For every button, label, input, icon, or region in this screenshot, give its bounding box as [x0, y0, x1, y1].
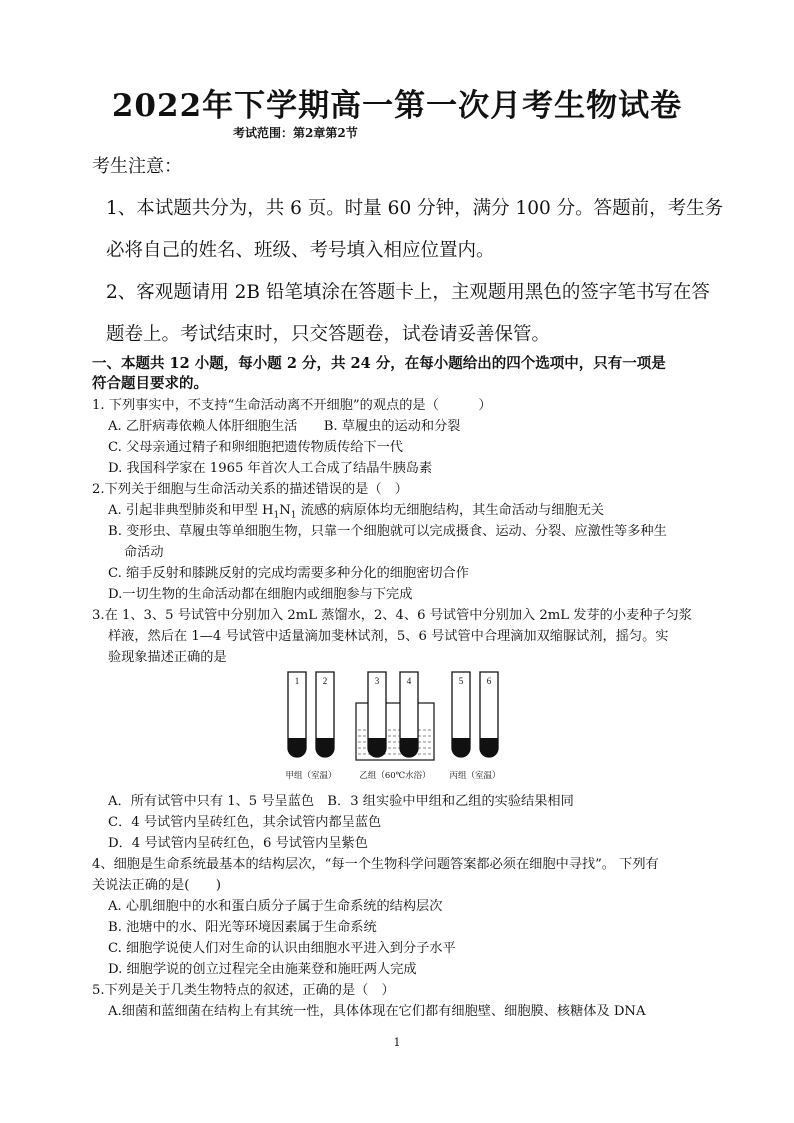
q2-option-d: D.一切生物的生命活动都在细胞内或细胞参与下完成 — [108, 587, 413, 602]
q4-option-b: B. 池塘中的水、阳光等环境因素属于生命系统 — [108, 920, 377, 935]
q5-stem: 5.下列是关于几类生物特点的叙述，正确的是（ ） — [92, 983, 395, 998]
tube-label-6: 6 — [486, 676, 492, 686]
q3-stem-line3: 验现象描述正确的是 — [108, 650, 227, 665]
section1-line2: 符合题目要求的。 — [92, 375, 208, 392]
test-tube-diagram — [278, 668, 516, 783]
group-a-label: 甲组（室温） — [285, 771, 337, 781]
tube-label-3: 3 — [374, 676, 380, 686]
q3-option-c: C．4 号试管内呈砖红色，其余试管内都呈蓝色 — [108, 815, 382, 830]
notice-item2-line1: 2、客观题请用 2B 铅笔填涂在答题卡上，主观题用黑色的签字笔书写在答 — [106, 282, 710, 303]
q4-option-c: C. 细胞学说使人们对生命的认识由细胞水平进入到分子水平 — [108, 941, 456, 956]
q1-option-ab: A. 乙肝病毒依赖人体肝细胞生活 B. 草履虫的运动和分裂 — [108, 419, 461, 434]
page-title: 2022年下学期高一第一次月考生物试卷 — [111, 88, 683, 124]
notice-item1-line2: 必将自己的姓名、班级、考号填入相应位置内。 — [106, 240, 495, 261]
q1-option-c: C. 父母亲通过精子和卵细胞把遗传物质传给下一代 — [108, 440, 403, 455]
exam-scope: 考试范围：第2章第2节 — [233, 126, 358, 140]
notice-item2-line2: 题卷上。考试结束时，只交答题卷，试卷请妥善保管。 — [106, 324, 551, 345]
q2-sub2: 1 — [290, 510, 297, 521]
q3-option-d: D．4 号试管内呈砖红色，6 号试管内呈紫色 — [108, 836, 368, 851]
q2-option-a-pre: A. 引起非典型肺炎和甲型 H — [108, 503, 274, 518]
notice-item1-line1: 1、本试题共分为，共 6 页。时量 60 分钟，满分 100 分。答题前，考生务 — [106, 198, 724, 219]
q4-option-d: D. 细胞学说的创立过程完全由施莱登和施旺两人完成 — [108, 962, 417, 977]
page-number: 1 — [393, 1036, 401, 1049]
q3-stem-line2: 样液，然后在 1—4 号试管中适量滴加斐林试剂，5、6 号试管中合理滴加双缩脲试剂，摇匀。实 — [108, 629, 669, 644]
q2-option-a-mid: N — [279, 503, 291, 518]
q2-stem: 2.下列关于细胞与生命活动关系的描述错误的是（ ） — [92, 482, 408, 497]
q4-stem-line2: 关说法正确的是( ) — [92, 878, 221, 893]
q1-option-d: D. 我国科学家在 1965 年首次人工合成了结晶牛胰岛素 — [108, 461, 433, 476]
q4-stem-line1: 4、细胞是生命系统最基本的结构层次，“每一个生物科学问题答案都必须在细胞中寻找”。 下列有 — [92, 857, 659, 872]
q3-option-ab: A．所有试管中只有 1、5 号呈蓝色 B．3 组实验中甲组和乙组的实验结果相同 — [108, 794, 574, 809]
q3-stem-line1: 3.在 1、3、5 号试管中分别加入 2mL 蒸馏水，2、4、6 号试管中分别加入 2mL 发芽的小麦种子匀浆 — [92, 608, 692, 623]
q4-option-a: A. 心肌细胞中的水和蛋白质分子属于生命系统的结构层次 — [108, 899, 443, 914]
group-b-label: 乙组（60℃水浴） — [359, 771, 431, 781]
tube-label-1: 1 — [294, 676, 300, 686]
tube-label-5: 5 — [458, 676, 464, 686]
q2-option-b-line1: B. 变形虫、草履虫等单细胞生物，只靠一个细胞就可以完成摄食、运动、分裂、应激性等多种生 — [108, 524, 667, 539]
q5-option-a: A.细菌和蓝细菌在结构上有其统一性，具体体现在它们都有细胞壁、细胞膜、核糖体及 DNA — [108, 1004, 646, 1019]
q2-option-a-post: 流感的病原体均无细胞结构，其生命活动与细胞无关 — [296, 503, 605, 518]
test-tube-figure — [278, 668, 516, 783]
q2-option-b-line2: 命活动 — [124, 545, 164, 560]
notice-heading: 考生注意： — [92, 156, 182, 177]
group-c-label: 丙组（室温） — [449, 771, 501, 781]
tube-label-2: 2 — [322, 676, 328, 686]
q2-sub1: 1 — [273, 510, 280, 521]
q2-option-c: C. 缩手反射和膝跳反射的完成均需要多种分化的细胞密切合作 — [108, 566, 469, 581]
q1-stem: 1. 下列事实中，不支持“生命活动离不开细胞”的观点的是（ ） — [92, 398, 492, 413]
q2-option-a — [108, 499, 604, 521]
tube-label-4: 4 — [406, 676, 412, 686]
section1-line1: 一、本题共 12 小题，每小题 2 分，共 24 分，在每小题给出的四个选项中，只有一项是 — [92, 355, 666, 372]
